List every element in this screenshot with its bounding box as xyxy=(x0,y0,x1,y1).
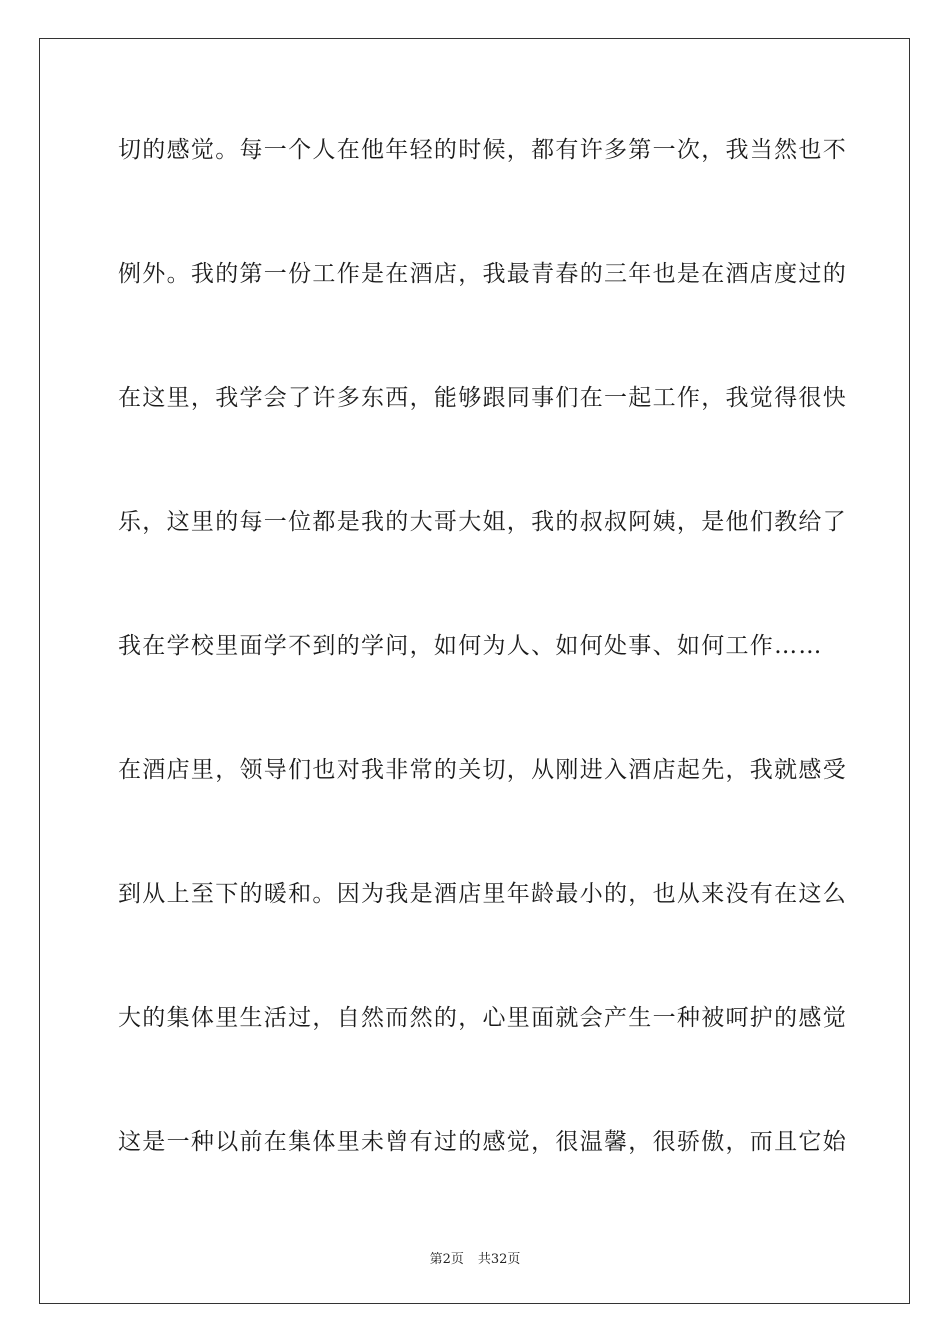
text-line: 到从上至下的暖和。因为我是酒店里年龄最小的，也从来没有在这么 xyxy=(118,881,847,907)
document-body xyxy=(118,131,847,1247)
page-footer xyxy=(0,1248,950,1267)
total-pages: 共32页 xyxy=(477,1252,521,1267)
text-line: 在这里，我学会了许多东西，能够跟同事们在一起工作，我觉得很快 xyxy=(118,385,847,411)
text-line: 切的感觉。每一个人在他年轻的时候，都有许多第一次，我当然也不 xyxy=(118,137,847,163)
text-line: 在酒店里，领导们也对我非常的关切，从刚进入酒店起先，我就感受 xyxy=(118,757,847,783)
page-number: 第2页 xyxy=(429,1252,464,1267)
text-line: 乐，这里的每一位都是我的大哥大姐，我的叔叔阿姨，是他们教给了 xyxy=(118,509,847,535)
text-line: 例外。我的第一份工作是在酒店，我最青春的三年也是在酒店度过的 xyxy=(118,261,847,287)
text-line: 大的集体里生活过，自然而然的，心里面就会产生一种被呵护的感觉 xyxy=(118,1005,847,1031)
text-line: 这是一种以前在集体里未曾有过的感觉，很温馨，很骄傲，而且它始 xyxy=(118,1129,847,1155)
text-line: 我在学校里面学不到的学问，如何为人、如何处事、如何工作…… xyxy=(118,633,823,659)
